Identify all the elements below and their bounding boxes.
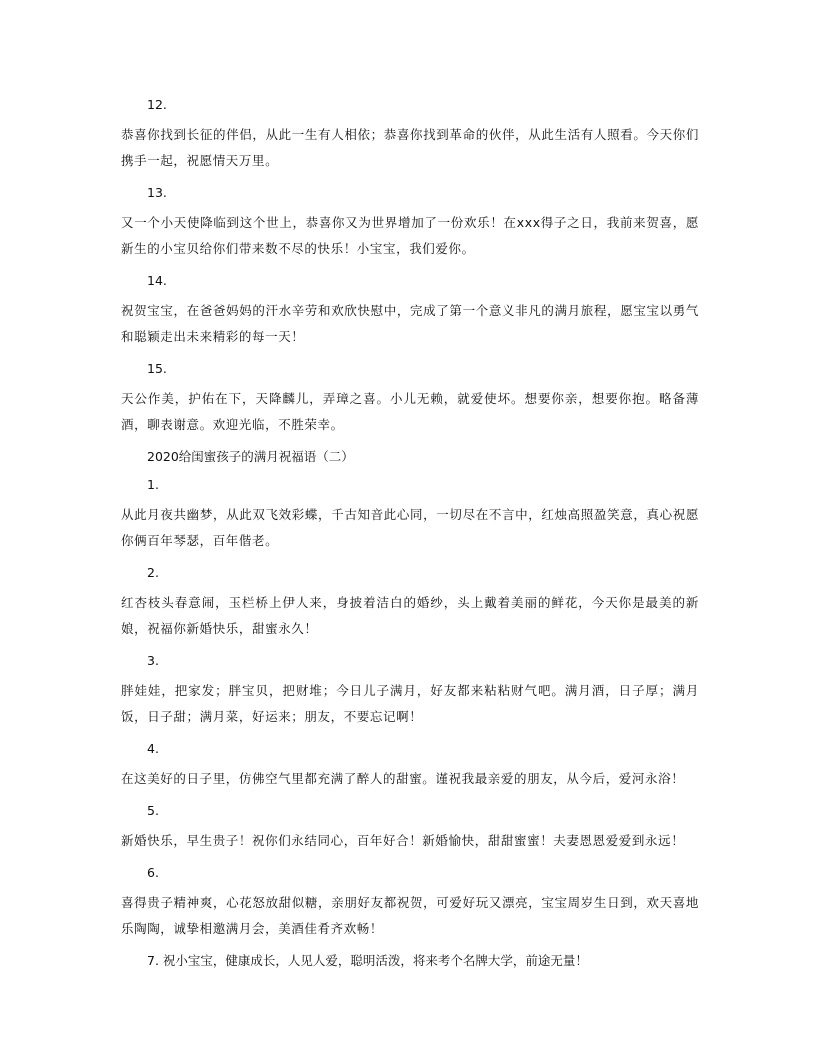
entry-number: 13. <box>147 185 167 200</box>
entry-text: 新婚快乐，早生贵子！祝你们永结同心，百年好合！新婚愉快，甜甜蜜蜜！夫妻恩恩爱爱到永远！ <box>121 833 685 848</box>
entry-3 <box>121 650 699 730</box>
entry-7: 7. 祝小宝宝，健康成长，人见人爱，聪明活泼，将来考个名牌大学，前途无量！ <box>147 953 588 968</box>
entry-text: 祝贺宝宝，在爸爸妈妈的汗水辛劳和欢欣快慰中，完成了第一个意义非凡的满月旅程，愿宝宝以勇气和聪颖走出未来精彩的每一天！ <box>121 303 699 344</box>
entry-text: 天公作美，护佑在下，天降麟儿，弄璋之喜。小儿无赖，就爱使坏。想要你亲，想要你抱。略备薄酒，聊表谢意。欢迎光临，不胜荣幸。 <box>121 391 699 432</box>
entry-number: 3. <box>147 653 159 668</box>
entry-12 <box>121 94 699 174</box>
entry-number: 14. <box>147 273 167 288</box>
entry-15 <box>121 358 699 438</box>
entry-6 <box>121 862 699 942</box>
entry-14 <box>121 270 699 350</box>
entry-text: 恭喜你找到长征的伴侣，从此一生有人相依；恭喜你找到革命的伙伴，从此生活有人照看。今天你们携手一起，祝愿情天万里。 <box>121 127 699 168</box>
entry-number: 2. <box>147 565 159 580</box>
entry-number: 4. <box>147 741 159 756</box>
entry-text: 在这美好的日子里，仿佛空气里都充满了醉人的甜蜜。谨祝我最亲爱的朋友，从今后，爱河永浴！ <box>121 771 685 786</box>
entry-number: 5. <box>147 803 159 818</box>
entry-number: 12. <box>147 97 167 112</box>
entry-text: 从此月夜共幽梦，从此双飞效彩蝶，千古知音此心同，一切尽在不言中，红烛高照盈笑意，真心祝愿你俩百年琴瑟，百年偕老。 <box>121 507 699 548</box>
section-heading: 2020给闺蜜孩子的满月祝福语（二） <box>147 449 354 464</box>
entry-text: 红杏枝头春意闹，玉栏桥上伊人来，身披着洁白的婚纱，头上戴着美丽的鲜花，今天你是最美的新娘，祝福你新婚快乐，甜蜜永久！ <box>121 595 699 636</box>
entry-text: 胖娃娃，把家发；胖宝贝，把财堆；今日儿子满月，好友都来粘粘财气吧。满月酒，日子厚；满月饭，日子甜；满月菜，好运来；朋友，不要忘记啊！ <box>121 683 699 724</box>
entry-text: 喜得贵子精神爽，心花怒放甜似糖，亲朋好友都祝贺，可爱好玩又漂亮，宝宝周岁生日到，欢天喜地乐陶陶，诚挚相邀满月会，美酒佳肴齐欢畅！ <box>121 895 699 936</box>
entry-2 <box>121 562 699 642</box>
entry-1 <box>121 474 699 554</box>
entry-5 <box>121 800 699 854</box>
entry-number: 15. <box>147 361 167 376</box>
entry-13 <box>121 182 699 262</box>
entry-number: 1. <box>147 477 159 492</box>
entry-text: 又一个小天使降临到这个世上，恭喜你又为世界增加了一份欢乐！在xxx得子之日，我前来贺喜，愿新生的小宝贝给你们带来数不尽的快乐！小宝宝，我们爱你。 <box>121 215 699 256</box>
entry-4 <box>121 738 699 792</box>
document-body <box>121 94 699 978</box>
entry-number: 6. <box>147 865 159 880</box>
